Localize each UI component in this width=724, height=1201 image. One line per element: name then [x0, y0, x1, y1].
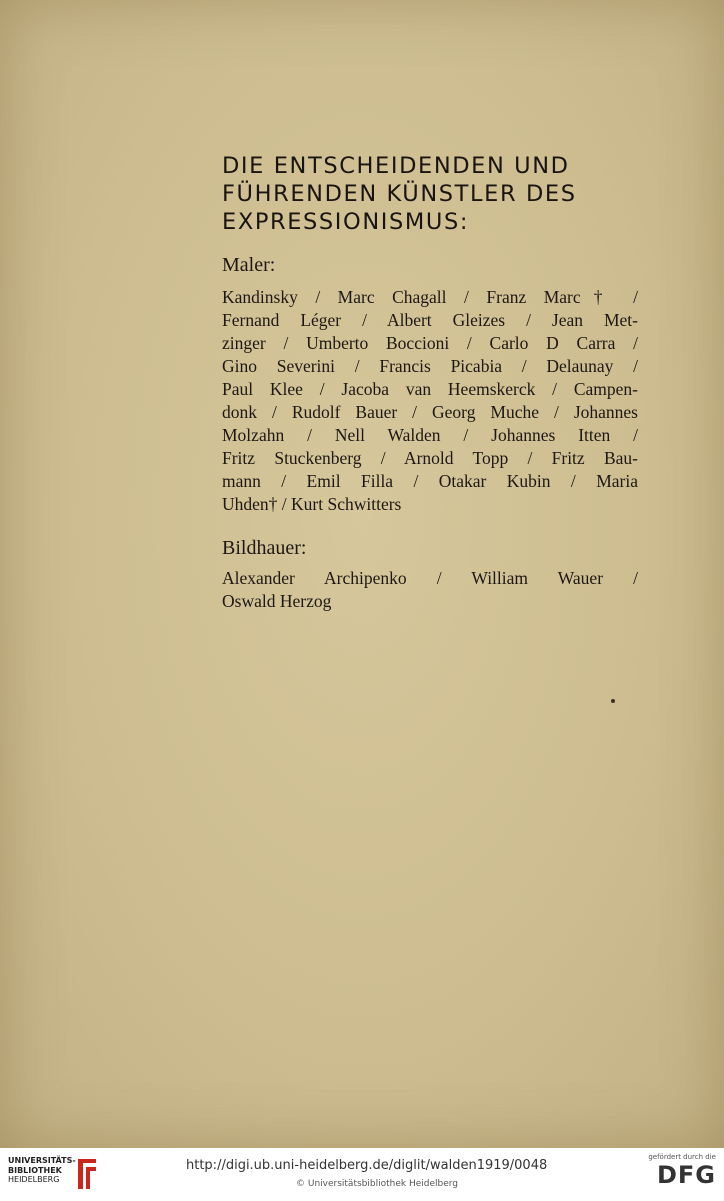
dfg-logo: DFG: [656, 1161, 716, 1189]
logo-text: UNIVERSITÄTS-: [8, 1156, 76, 1165]
page-heading: [222, 152, 662, 236]
sculptors-title: Bildhauer:: [222, 537, 307, 559]
painters-line: zinger / Umberto Boccioni / Carlo D Carra /: [222, 333, 638, 353]
paper-speck: [611, 699, 615, 703]
permalink-url[interactable]: http://digi.ub.uni-heidelberg.de/diglit/walden1919/0048: [186, 1158, 548, 1173]
heading-line: FÜHRENDEN KÜNSTLER DES: [222, 181, 577, 207]
heading-line: EXPRESSIONISMUS:: [222, 209, 470, 235]
library-logo: [8, 1156, 74, 1185]
painters-line: donk / Rudolf Bauer / Georg Muche / Johannes: [222, 402, 638, 422]
footer-bar: [0, 1148, 724, 1201]
painters-title: Maler:: [222, 254, 276, 276]
painters-line: Gino Severini / Francis Picabia / Delaunay /: [222, 356, 638, 376]
painters-line: mann / Emil Filla / Otakar Kubin / Maria: [222, 471, 638, 491]
sculptors-line: Oswald Herzog: [222, 591, 332, 611]
painters-line: Uhden† / Kurt Schwitters: [222, 494, 402, 514]
painters-line: Fritz Stuckenberg / Arnold Topp / Fritz Bau-: [222, 448, 638, 468]
library-emblem-icon: [74, 1155, 100, 1193]
logo-text: HEIDELBERG: [8, 1175, 60, 1184]
funding-note: gefördert durch die: [648, 1153, 716, 1161]
painters-line: Molzahn / Nell Walden / Johannes Itten /: [222, 425, 638, 445]
copyright-notice: © Universitätsbibliothek Heidelberg: [296, 1179, 459, 1189]
logo-text: BIBLIOTHEK: [8, 1165, 62, 1175]
painters-line: Kandinsky / Marc Chagall / Franz Marc† /: [222, 287, 638, 307]
painters-line: Fernand Léger / Albert Gleizes / Jean Met-: [222, 310, 638, 330]
sculptors-line: Alexander Archipenko / William Wauer /: [222, 568, 638, 588]
painters-line: Paul Klee / Jacoba van Heemskerck / Campen-: [222, 379, 638, 399]
heading-line: DIE ENTSCHEIDENDEN UND: [222, 153, 570, 179]
